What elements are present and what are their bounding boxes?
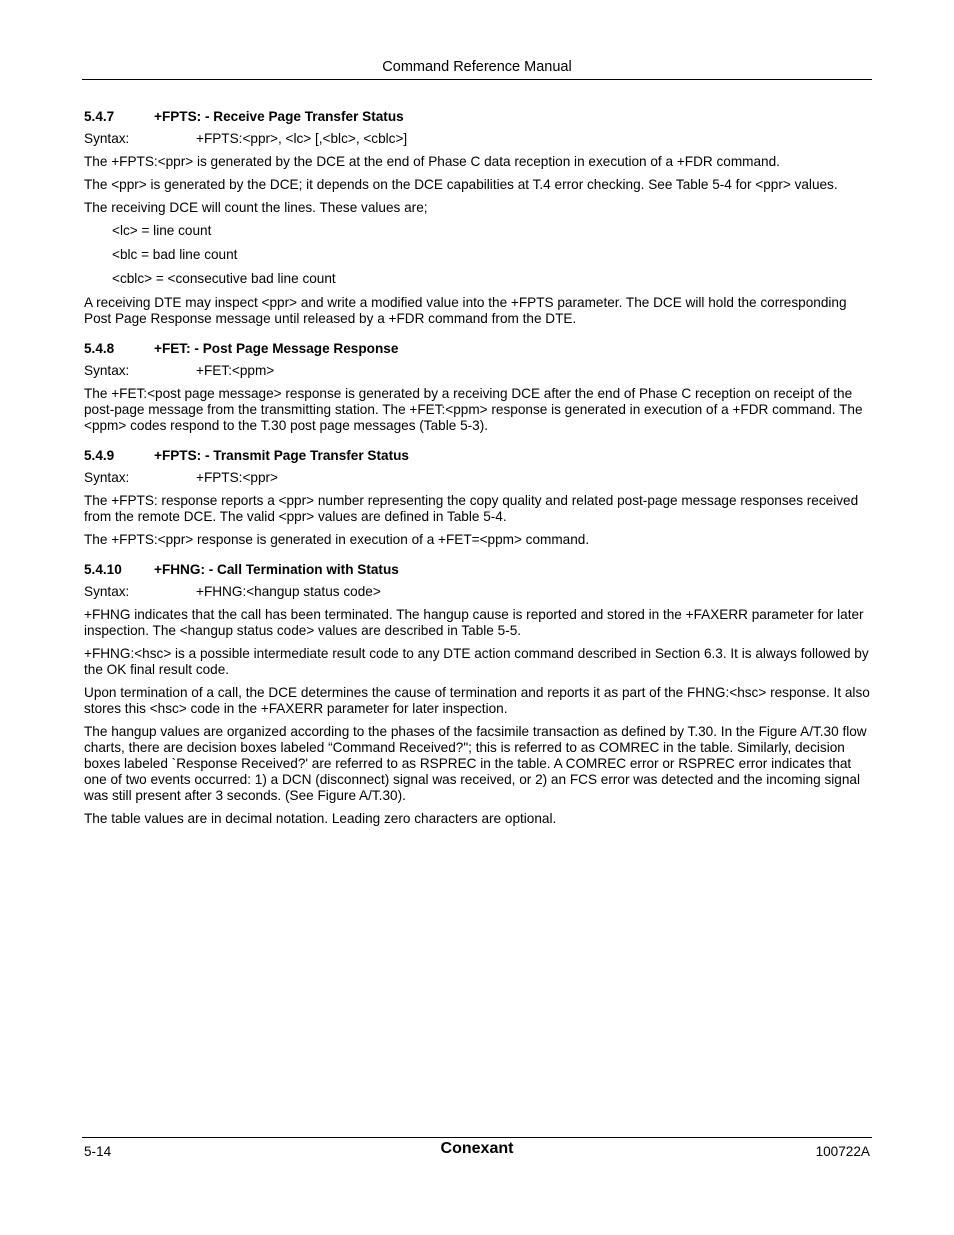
page-footer — [84, 1140, 870, 1162]
page-body — [84, 109, 870, 834]
definition-item: <lc> = line count — [112, 223, 212, 238]
section-number: 5.4.10 — [84, 562, 122, 577]
paragraph: The table values are in decimal notation. Leading zero characters are optional. — [84, 811, 557, 826]
paragraph: The <ppr> is generated by the DCE; it depends on the DCE capabilities at T.4 error checking. See Table 5-4 for <ppr> values. — [84, 177, 838, 192]
paragraph: +FHNG:<hsc> is a possible intermediate result code to any DTE action command described in Section 6.3. It is always followed by the OK final result code. — [84, 646, 869, 677]
section-title: +FPTS: - Receive Page Transfer Status — [154, 109, 404, 124]
paragraph: The +FET:<post page message> response is generated by a receiving DCE after the end of Phase C reception on receipt of the post-page message from the transmitting station. The +FET:<ppm> response is generated in execution of a +FDR command. The <ppm> codes respond to the T.30 post page messages (Table 5-3). — [84, 386, 863, 433]
section-heading-5-4-7 — [84, 109, 870, 125]
section-heading-5-4-8 — [84, 341, 870, 357]
syntax-label: Syntax: — [84, 363, 130, 378]
definition-item: <blc = bad line count — [112, 247, 238, 262]
syntax-text: +FPTS:<ppr> — [196, 470, 278, 485]
section-title: +FET: - Post Page Message Response — [154, 341, 399, 356]
syntax-line — [84, 584, 870, 600]
page-number: 5-14 — [84, 1144, 112, 1159]
section-heading-5-4-9 — [84, 448, 870, 464]
syntax-label: Syntax: — [84, 470, 130, 485]
section-heading-5-4-10 — [84, 562, 870, 578]
paragraph: The +FPTS:<ppr> is generated by the DCE at the end of Phase C data reception in execution of a +FDR command. — [84, 154, 780, 169]
section-title: +FHNG: - Call Termination with Status — [154, 562, 399, 577]
header-rule — [82, 79, 872, 80]
paragraph: The hangup values are organized according to the phases of the facsimile transaction as defined by T.30. In the Figure A/T.30 flow charts, there are decision boxes labeled “Command Received?"; this is referred to as COMREC in the table. Similarly, decision boxes labeled `Response Received?' are referred to as RSPREC in the table. A COMREC error or RSPREC error indicates that one of two events occurred: 1) a DCN (disconnect) signal was received, or 2) an FCS error was detected and the incoming signal was still present after 3 seconds. (See Figure A/T.30). — [84, 724, 867, 803]
paragraph: The +FPTS: response reports a <ppr> number representing the copy quality and related post-page message responses received from the remote DCE. The valid <ppr> values are defined in Table 5-4. — [84, 493, 859, 524]
running-header: Command Reference Manual — [382, 59, 572, 75]
paragraph: The +FPTS:<ppr> response is generated in execution of a +FET=<ppm> command. — [84, 532, 590, 547]
syntax-text: +FHNG:<hangup status code> — [196, 584, 381, 599]
syntax-text: +FET:<ppm> — [196, 363, 275, 378]
syntax-line — [84, 470, 870, 486]
paragraph: The receiving DCE will count the lines. These values are; — [84, 200, 428, 215]
paragraph: A receiving DTE may inspect <ppr> and write a modified value into the +FPTS parameter. The DCE will hold the corresponding Post Page Response message until released by a +FDR command from the DTE. — [84, 295, 847, 326]
syntax-label: Syntax: — [84, 584, 130, 599]
section-number: 5.4.9 — [84, 448, 115, 463]
syntax-label: Syntax: — [84, 131, 130, 146]
paragraph: Upon termination of a call, the DCE determines the cause of termination and reports it as part of the FHNG:<hsc> response. It also stores this <hsc> code in the +FAXERR parameter for later inspection. — [84, 685, 870, 716]
section-number: 5.4.7 — [84, 109, 115, 124]
section-number: 5.4.8 — [84, 341, 115, 356]
section-title: +FPTS: - Transmit Page Transfer Status — [154, 448, 409, 463]
paragraph: +FHNG indicates that the call has been terminated. The hangup cause is reported and stored in the +FAXERR parameter for later inspection. The <hangup status code> values are described in Table 5-5. — [84, 607, 864, 638]
definition-item: <cblc> = <consecutive bad line count — [112, 271, 336, 286]
footer-rule — [82, 1137, 872, 1138]
document-number: 100722A — [815, 1144, 870, 1159]
company-name: Conexant — [440, 1140, 514, 1157]
syntax-text: +FPTS:<ppr>, <lc> [,<blc>, <cblc>] — [196, 131, 408, 146]
syntax-line — [84, 131, 870, 147]
syntax-line — [84, 363, 870, 379]
